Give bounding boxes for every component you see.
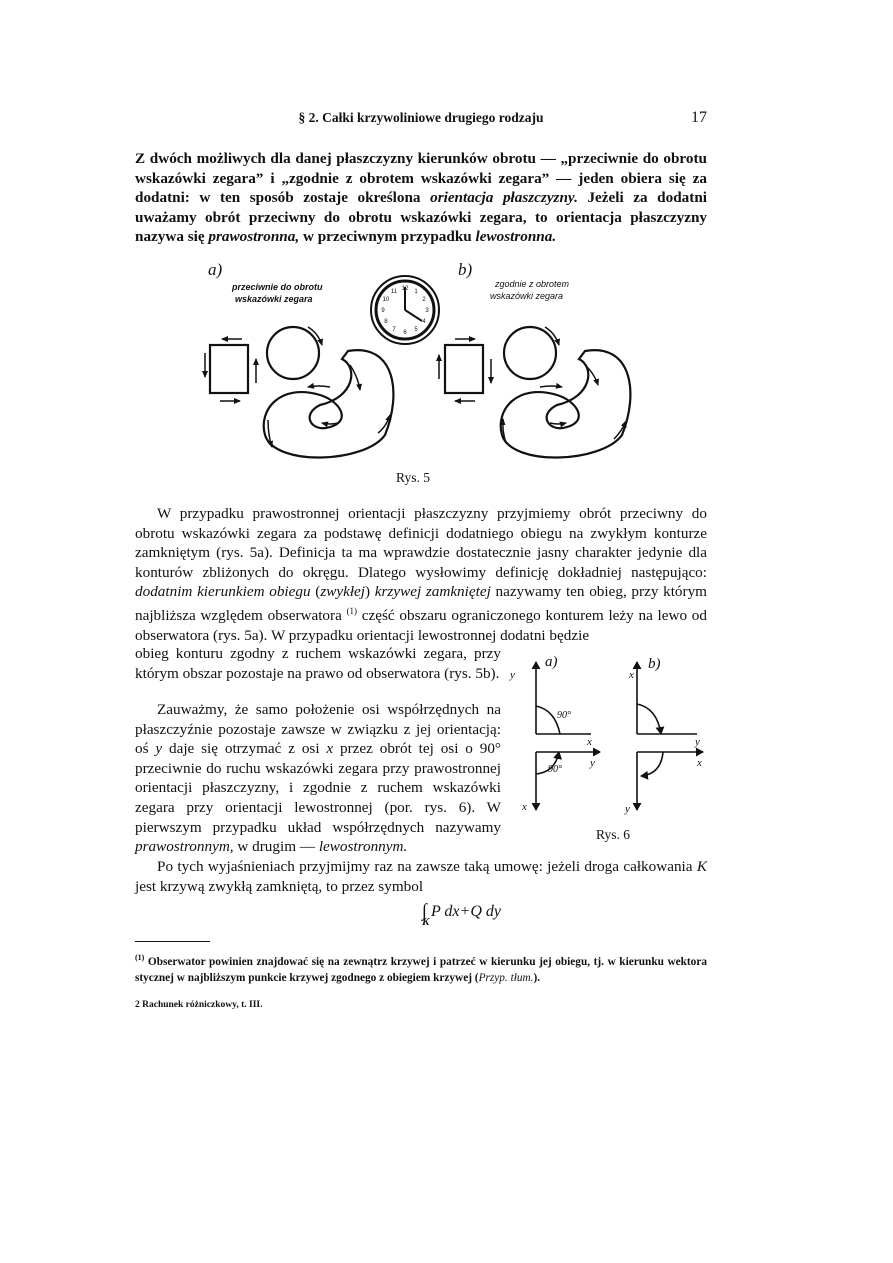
p4-term-right: prawostronnym, xyxy=(135,838,234,856)
p2-footnote-ref: (1) xyxy=(346,605,358,616)
fig6a-top-angle: 90° xyxy=(557,710,571,721)
fig5b-circle-arrow xyxy=(545,327,559,345)
p4-var-x: x xyxy=(326,740,334,758)
fig5-text-a-2: wskazówki zegara xyxy=(235,294,313,304)
p4-term-left: lewostronnym. xyxy=(318,838,408,856)
p2-term-closed: krzywej zamkniętej xyxy=(374,583,491,601)
integral-expression: P dx+Q dy xyxy=(430,903,501,920)
fig6-label-b: b) xyxy=(648,656,661,672)
p4-text-4: w drugim — xyxy=(233,838,319,856)
clock-icon xyxy=(371,276,439,344)
fig6a-top-x: x xyxy=(587,736,592,748)
fig6a-top-y: y xyxy=(510,669,515,681)
fig5b-square xyxy=(445,345,483,393)
p1-term-orientation: orientacja płaszczyzny. xyxy=(430,189,578,207)
paragraph-clockwise: obieg konturu zgodny z ruchem wskazówki zegara, przy którym obszar pozostaje na prawo od obserwatora (rys. 5b). xyxy=(135,645,501,682)
integral-formula xyxy=(422,900,501,928)
p2-text-3: ) xyxy=(365,583,375,601)
fig5b-kidney-arrow-3 xyxy=(550,423,566,424)
fig5b-kidney xyxy=(501,350,631,457)
fig6a-bottom-x: x xyxy=(522,801,527,813)
integral-subscript: K xyxy=(422,916,430,928)
fig5-text-b-1: zgodnie z obrotem xyxy=(495,279,570,289)
p2-term-simple: zwykłej xyxy=(320,583,366,601)
p5-text-2: jest krzywą zwykłą zamkniętą, to przez symbol xyxy=(135,877,424,895)
footnote-text-2: ). xyxy=(533,971,541,984)
footnote-marker: (1) xyxy=(135,953,145,962)
figure-6 xyxy=(505,648,705,823)
p2-term-positive: dodatnim kierunkiem obiegu xyxy=(135,583,311,601)
fig6b-bottom-y: y xyxy=(625,803,630,815)
clock-numeral: 4 xyxy=(422,319,426,325)
clock-numeral: 5 xyxy=(414,327,418,334)
fig5a-kidney xyxy=(264,350,394,457)
figure-5-caption: Rys. 5 xyxy=(396,470,430,485)
p4-text-3: przez obrót tej osi o 90° przeciwnie do ruchu wskazówki zegara przy prawostronnej orientacji płaszczyzny, i zgodnie z ruchem wskazówki zegara przy orientacji lewostronnej (por. rys. 6). W pierwszym przypadku układ współrzędnych nazywamy xyxy=(135,740,501,836)
p1-term-right: prawostronna, xyxy=(208,228,300,246)
p4-var-y: y xyxy=(155,740,163,758)
fig6b-top-arc xyxy=(637,704,661,734)
p5-text-1: Po tych wyjaśnieniach przyjmijmy raz na zawsze taką umowę: jeżeli droga całkowania xyxy=(157,858,697,875)
fig6b-bottom-x: x xyxy=(697,757,702,769)
fig5-text-a-1: przeciwnie do obrotu xyxy=(232,282,323,292)
fig5-text-b-2: wskazówki zegara xyxy=(490,291,564,301)
footnote xyxy=(135,950,707,986)
paragraph-axes xyxy=(135,700,501,857)
running-header xyxy=(135,110,707,132)
clock-numeral: 11 xyxy=(390,288,398,295)
fig6b-top-x: x xyxy=(629,669,634,681)
clock-numeral: 3 xyxy=(425,308,429,314)
clock-numeral: 12 xyxy=(401,286,409,292)
p4-text-1: Zauważmy, że samo położenie osi współrzędnych na płaszczyźnie pozostaje zawsze w związku z jej orientacją: oś xyxy=(135,701,501,758)
fig5a-kidney-arrow-2 xyxy=(308,386,330,387)
fig5a-circle xyxy=(267,327,319,379)
p5-var-K: K xyxy=(696,858,707,875)
p1-text-1: Z dwóch możliwych dla danej płaszczyzny kierunków obrotu — „przeciwnie do obrotu wskazówki zegara” i „zgodnie z obrotem wskazówki zegara” — jeden obiera się za dodatni: w ten sposób zostaje określona xyxy=(135,150,707,207)
clock-numeral: 10 xyxy=(382,297,390,303)
fig5b-circle xyxy=(504,327,556,379)
fig6a-bottom-angle: 90° xyxy=(548,764,562,775)
p1-text-3: w przeciwnym przypadku xyxy=(299,228,476,246)
fig5a-circle-arrow xyxy=(308,327,322,345)
fig5a-kidney-arrow-3 xyxy=(322,423,338,424)
fig6b-top-y: y xyxy=(695,736,700,748)
clock-numeral: 2 xyxy=(422,297,426,303)
p2-text-2: ( xyxy=(310,583,321,601)
printer-signature: 2 Rachunek różniczkowy, t. III. xyxy=(135,1000,263,1010)
clock-numeral: 8 xyxy=(384,319,388,325)
p2-text-4: nazywamy ten obieg, przy którym najbliższa względem obserwatora xyxy=(135,583,707,625)
figure-5 xyxy=(190,255,650,465)
footnote-text-1: Obserwator powinien znajdować się na zewnątrz krzywej i patrzeć w kierunku jej obiegu, tj. w kierunku wektora stycznej w najbliższym punkcie krzywej zgodnego z obiegiem krzywej ( xyxy=(135,955,707,984)
footnote-rule xyxy=(135,941,210,942)
paragraph-orientation-definition xyxy=(135,149,707,247)
clock-numeral: 1 xyxy=(414,288,418,295)
figure-6-caption: Rys. 6 xyxy=(596,827,630,842)
clock-numeral: 6 xyxy=(403,330,407,336)
clock-numeral: 7 xyxy=(392,327,396,334)
p1-term-left: lewostronna. xyxy=(475,228,557,246)
fig5-label-b: b) xyxy=(458,260,473,279)
fig6a-bottom-y: y xyxy=(590,757,595,769)
footnote-translator-note: Przyp. tłum. xyxy=(478,971,534,984)
p1-text-2: Jeżeli za dodatni uważamy obrót przeciwny do obrotu wskazówki zegara, to orientacja płaszczyzny nazywa się xyxy=(135,189,707,246)
integral-sign: ∫ xyxy=(422,900,427,920)
fig5a-square xyxy=(210,345,248,393)
fig5-label-a: a) xyxy=(208,260,223,279)
fig6-label-a: a) xyxy=(545,654,558,670)
p2-text-5: część obszaru ograniczonego konturem leży na lewo od obserwatora (rys. 5a). W przypadku orientacji lewostronnej dodatni będzie xyxy=(135,607,707,644)
paragraph-positive-direction xyxy=(135,504,707,645)
p4-text-2: daje się otrzymać z osi xyxy=(162,740,327,758)
clock-numeral: 9 xyxy=(381,308,385,314)
fig5b-kidney-arrow-2 xyxy=(540,386,562,387)
section-title: § 2. Całki krzywoliniowe drugiego rodzaju xyxy=(298,110,544,125)
p2-text-1: W przypadku prawostronnej orientacji płaszczyzny przyjmiemy obrót przeciwny do obrotu wskazówki zegara za podstawę definicji dodatniego obiegu na zwykłym konturze zamkniętym (rys. 5a). Definicja ta ma wprawdzie dostatecznie jasny charakter jedynie dla konturów zbliżonych do okręgu. Dlatego wysłowimy definicję dokładniej następująco: xyxy=(135,505,707,581)
fig6b-bottom-arc xyxy=(641,752,663,776)
paragraph-convention xyxy=(135,857,707,896)
page-number: 17 xyxy=(691,109,707,126)
